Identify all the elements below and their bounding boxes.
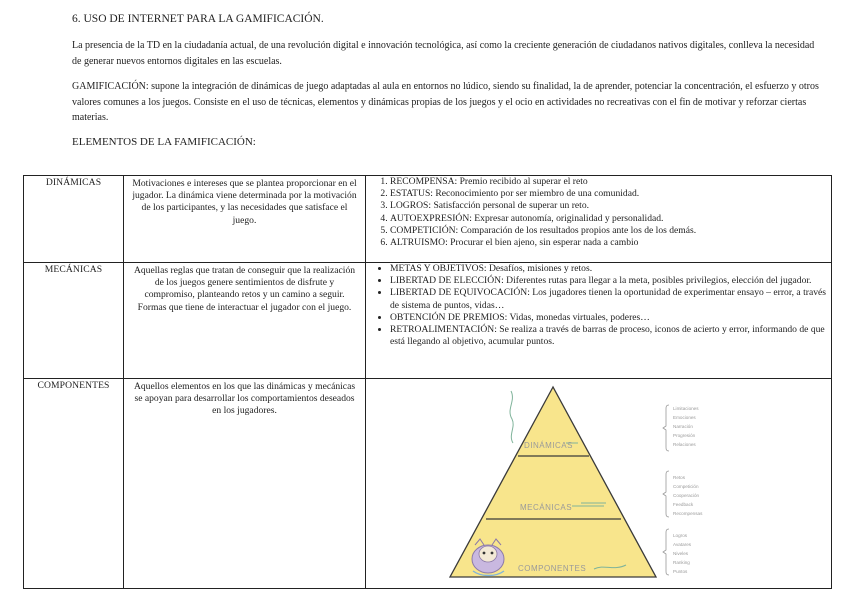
note-text: Logros xyxy=(673,533,688,538)
gamification-pyramid xyxy=(366,379,844,586)
list-item: • RETROALIMENTACIÓN: Se realiza a través de barras de proceso, iconos de acierto y error, informando de que está llegando al objetivo, acumular puntos. xyxy=(390,324,831,348)
pyramid-cell xyxy=(366,379,832,589)
list-item: 4. AUTOEXPRESIÓN: Expresar autonomía, originalidad y personalidad. xyxy=(390,213,831,225)
list-item: • OBTENCIÓN DE PREMIOS: Vidas, monedas virtuales, poderes… xyxy=(390,312,831,324)
list-item: 6. ALTRUISMO: Procurar el bien ajeno, sin esperar nada a cambio xyxy=(390,237,831,249)
dinamicas-list xyxy=(370,176,831,249)
list-item: 3. LOGROS: Satisfacción personal de superar un reto. xyxy=(390,200,831,212)
table-row-componentes xyxy=(24,379,832,589)
label-componentes: COMPONENTES xyxy=(24,379,124,589)
section-heading: 6. USO DE INTERNET PARA LA GAMIFICACIÓN. xyxy=(72,13,324,25)
description-mecanicas: Aquellas reglas que tratan de conseguir que la realización de los juegos genere sentimientos de disfrute y compromiso, planteando retos y un camino a seguir. Formas que tiene de interactuar el jugador con el juego. xyxy=(124,263,366,379)
label-dinamicas: DINÁMICAS xyxy=(24,176,124,263)
notes-dinamicas xyxy=(663,405,699,451)
note-text: Puntos xyxy=(673,569,688,574)
tier-label-dinamicas: DINÁMICAS xyxy=(524,441,573,450)
note-text: Competición xyxy=(673,484,699,489)
note-text: Emociones xyxy=(673,415,696,420)
list-item: 5. COMPETICIÓN: Comparación de los resultados propios ante los de los demás. xyxy=(390,225,831,237)
note-text: Ranking xyxy=(673,560,690,565)
mecanicas-list xyxy=(370,263,831,348)
list-cell-dinamicas xyxy=(366,176,832,263)
list-item: • LIBERTAD DE ELECCIÓN: Diferentes rutas para llegar a la meta, posibles privilegios, elección del jugador. xyxy=(390,275,831,287)
note-text: Narración xyxy=(673,424,693,429)
label-mecanicas: MECÁNICAS xyxy=(24,263,124,379)
notes-mecanicas xyxy=(663,471,703,517)
note-text: Relaciones xyxy=(673,442,696,447)
tier-label-mecanicas: MECÁNICAS xyxy=(520,503,573,512)
note-text: Feedback xyxy=(673,502,694,507)
note-text: Retos xyxy=(673,475,686,480)
note-text: Cooperación xyxy=(673,493,700,498)
notes-componentes xyxy=(663,529,692,575)
list-item: 1. RECOMPENSA: Premio recibido al superar el reto xyxy=(390,176,831,188)
description-dinamicas: Motivaciones e intereses que se plantea proporcionar en el jugador. La dinámica viene determinada por la motivación de los participantes, y las necesidades que satisface el juego. xyxy=(124,176,366,263)
list-item: 2. ESTATUS: Reconocimiento por ser miembro de una comunidad. xyxy=(390,188,831,200)
elements-heading: ELEMENTOS DE LA FAMIFICACIÓN: xyxy=(72,136,256,148)
note-text: Niveles xyxy=(673,551,689,556)
table-row-mecanicas xyxy=(24,263,832,379)
note-text: Progresión xyxy=(673,433,696,438)
list-item: • LIBERTAD DE EQUIVOCACIÓN: Los jugadores tienen la oportunidad de experimentar ensayo – error, a través de sistema de puntos, vidas… xyxy=(390,287,831,311)
tier-label-componentes: COMPONENTES xyxy=(518,564,587,573)
elements-table xyxy=(23,175,832,589)
list-cell-mecanicas xyxy=(366,263,832,379)
definition-paragraph: GAMIFICACIÓN: supone la integración de dinámicas de juego adaptadas al aula en entornos no lúdico, siendo su finalidad, la de aprender, potenciar la concentración, el esfuerzo y otros valores comunes a los juegos. Consiste en el uso de técnicas, elementos y dinámicas propias de los juegos y el ocio en actividades no recreativas con el fin de motivar y reforzar ciertas materias. xyxy=(72,81,819,123)
table-row-dinamicas xyxy=(24,176,832,263)
note-text: Avatares xyxy=(673,542,692,547)
note-text: Limitaciones xyxy=(673,406,699,411)
intro-paragraph: La presencia de la TD en la ciudadanía actual, de una revolución digital e innovación tecnológica, así como la creciente generación de ciudadanos nativos digitales, conlleva la necesidad de generar nuevos entornos digitales en las escuelas. xyxy=(72,40,815,67)
description-componentes: Aquellos elementos en los que las dinámicas y mecánicas se apoyan para desarrollar los comportamientos deseados en los jugadores. xyxy=(124,379,366,589)
note-text: Recompensas xyxy=(673,511,703,516)
swoosh-line xyxy=(510,391,513,443)
list-item: • METAS Y OBJETIVOS: Desafíos, misiones y retos. xyxy=(390,263,831,275)
